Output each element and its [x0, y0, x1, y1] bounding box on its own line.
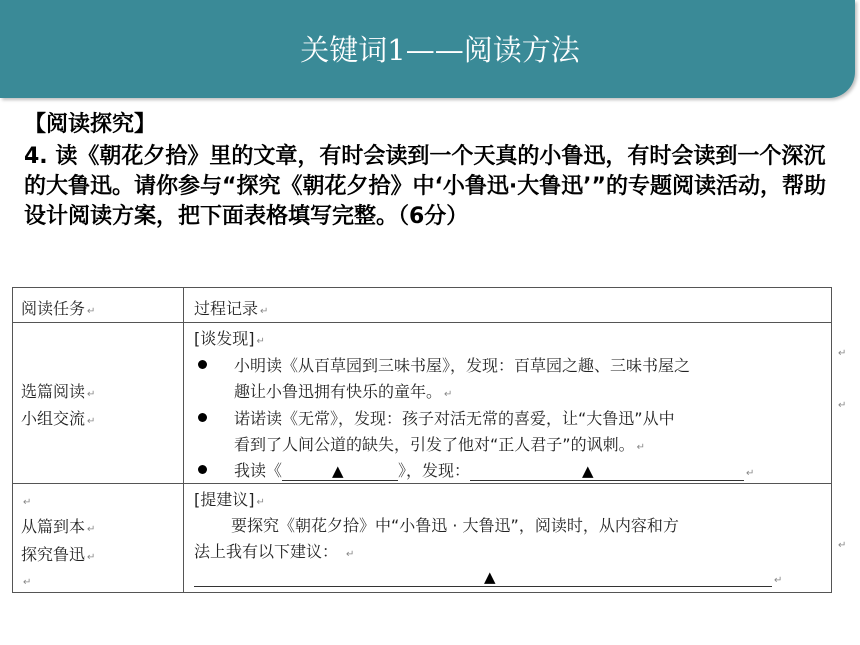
row1-label: [谈发现] ↵: [194, 329, 265, 348]
answer-blank[interactable]: [282, 464, 398, 481]
section-label: 【阅读探究】: [24, 112, 157, 137]
slide-title: 关键词1——阅读方法: [300, 33, 580, 67]
row2-empty-line: ↵: [23, 577, 32, 588]
return-mark-icon: ↵: [838, 400, 847, 411]
header-task: 阅读任务 ↵: [21, 299, 96, 318]
question-text: [24, 142, 844, 232]
question-number: 4.: [24, 144, 48, 169]
answer-blank[interactable]: [194, 570, 772, 587]
triangle-marker-icon: ▲: [484, 568, 496, 586]
triangle-marker-icon: ▲: [582, 462, 594, 480]
return-mark-icon: ↵: [838, 348, 847, 359]
answer-blank[interactable]: [470, 464, 744, 481]
title-bar: [0, 0, 855, 98]
reading-plan-table: [12, 287, 832, 593]
header-record: 过程记录 ↵: [194, 299, 269, 318]
row1-task-line1: 选篇阅读 ↵: [21, 382, 96, 401]
row2-empty-line: ↵: [23, 497, 32, 508]
row2-task-line2: 探究鲁迅 ↵: [21, 545, 96, 564]
row-divider: [13, 322, 831, 323]
row-divider: [13, 483, 831, 484]
row1-task-line2: 小组交流 ↵: [21, 409, 96, 428]
row1-bullet1-line2: 趣让小鲁迅拥有快乐的童年。 ↵: [234, 382, 453, 401]
row1-bullet1-line1: 小明读《从百草园到三味书屋》，发现：百草园之趣、三味书屋之: [234, 356, 691, 375]
return-mark-icon: ↵: [838, 540, 847, 551]
row2-label: [提建议] ↵: [194, 490, 265, 509]
bullet-icon: [198, 413, 207, 422]
row2-answer-line: ▲ ↵: [194, 568, 782, 587]
triangle-marker-icon: ▲: [332, 462, 344, 480]
bullet-icon: [198, 360, 207, 369]
row1-bullet2-line1: 诺诺读《无常》，发现：孩子对活无常的喜爱，让“大鲁迅”从中: [234, 409, 675, 428]
row1-bullet3: 我读《 ▲ 》，发现： ▲ ↵: [234, 461, 755, 480]
row2-task-line1: 从篇到本 ↵: [21, 517, 96, 536]
column-divider: [183, 288, 184, 592]
row2-line2: 法上我有以下建议： ↵: [194, 542, 355, 561]
bullet-icon: [198, 465, 207, 474]
question-body: 读《朝花夕拾》里的文章，有时会读到一个天真的小鲁迅，有时会读到一个深沉的大鲁迅。请你参与“探究《朝花夕拾》中‘小鲁迅·大鲁迅’”的专题阅读活动，帮助设计阅读方案，把下面表格填写完整。（6分）: [24, 144, 826, 229]
row1-bullet2-line2: 看到了人间公道的缺失，引发了他对“正人君子”的讽刺。 ↵: [234, 435, 645, 454]
row2-line1: 要探究《朝花夕拾》中“小鲁迅 · 大鲁迅”，阅读时，从内容和方: [231, 516, 679, 535]
